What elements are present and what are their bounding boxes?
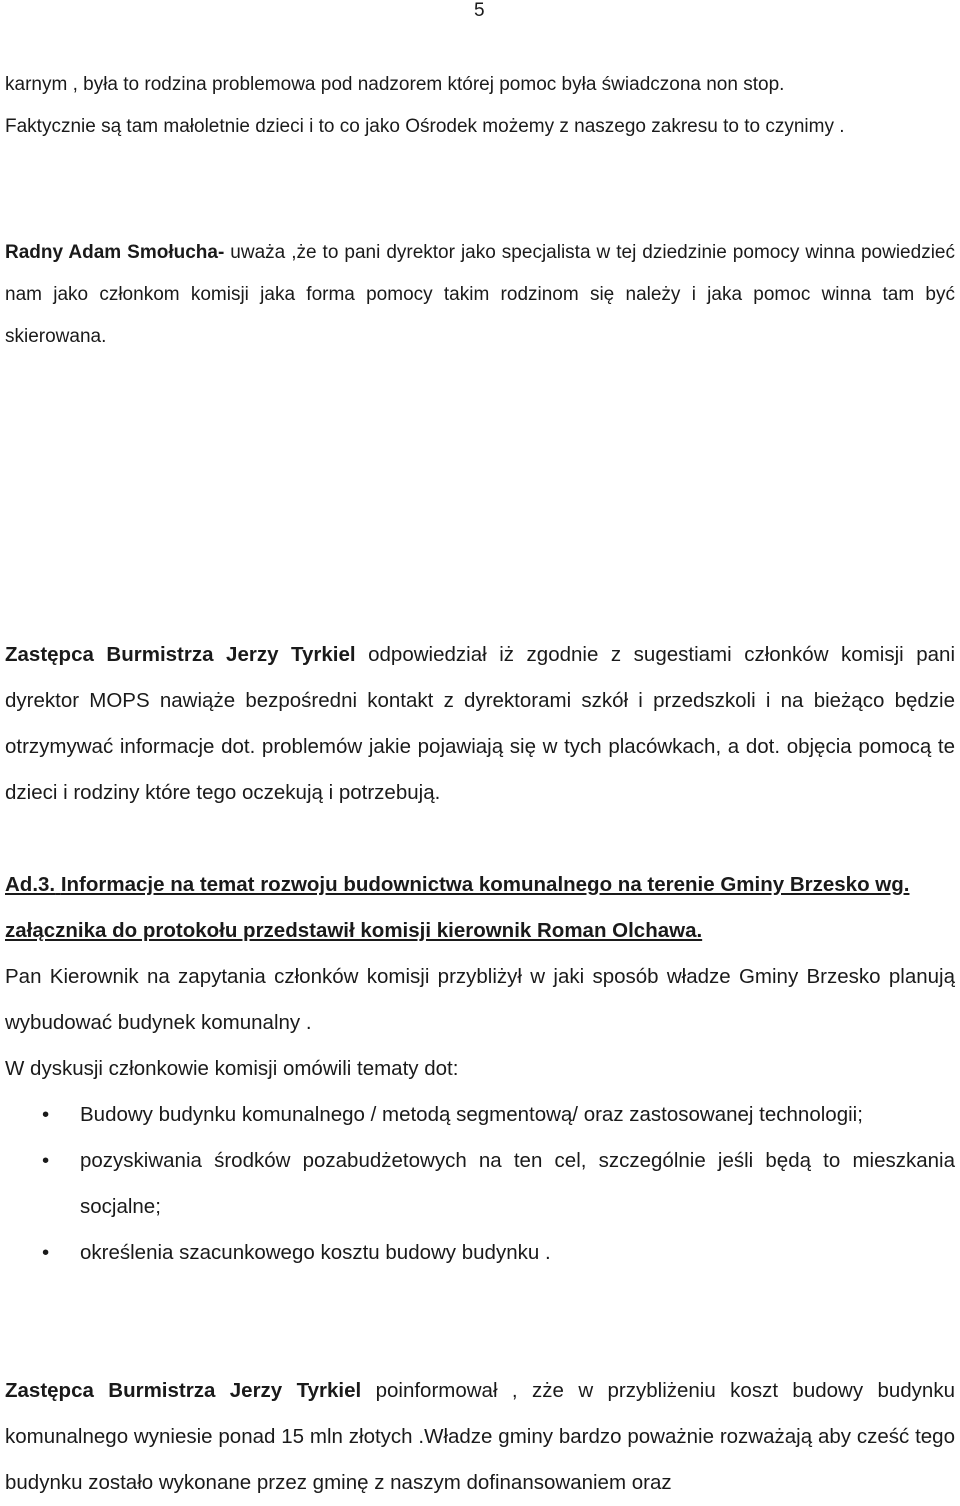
paragraph-text: W dyskusji członkowie komisji omówili tematy dot: <box>5 1057 459 1080</box>
list-item <box>5 1092 955 1138</box>
paragraph-discussion-intro <box>5 1046 955 1092</box>
paragraph-councillor-smolucha <box>5 232 955 358</box>
paragraph-deputy-mayor-cost <box>5 1368 955 1506</box>
paragraph-line: Faktycznie są tam małoletnie dzieci i to co jako Ośrodek możemy z naszego zakresu to to czynimy . <box>5 116 845 137</box>
paragraph-text: uważa ,że to pani dyrektor jako specjalista w tej dziedzinie pomocy winna powiedzieć nam jako członkom komisji jaka forma pomocy takim rodzinom się należy i jaka pomoc winna tam być skierowana. <box>5 242 955 347</box>
paragraph-line: karnym , była to rodzina problemowa pod nadzorem której pomoc była świadczona non stop. <box>5 74 785 95</box>
speaker-name: Zastępca Burmistrza Jerzy Tyrkiel <box>5 1379 362 1402</box>
speaker-name: Zastępca Burmistrza Jerzy Tyrkiel <box>5 643 356 666</box>
agenda-item-number: Ad.3. <box>5 873 56 896</box>
agenda-item-title: Informacje na temat rozwoju budownictwa komunalnego na terenie Gminy Brzesko wg. załącznika do protokołu przedstawił komisji kierownik Roman Olchawa. <box>5 873 910 942</box>
list-item-text: Budowy budynku komunalnego / metodą segmentową/ oraz zastosowanej technologii; <box>80 1103 863 1126</box>
paragraph-family-context <box>5 64 955 148</box>
paragraph-deputy-mayor-response <box>5 632 955 816</box>
paragraph-text: poinformował , zże w przybliżeniu koszt budowy budynku komunalnego wyniesie ponad 15 mln złotych .Władze gminy bardzo poważnie rozważają aby cześć tego budynku zostało wykonane przez gminę z naszym dofinansowaniem oraz <box>5 1379 955 1494</box>
bullet-icon: • <box>42 1103 50 1126</box>
bullet-icon: • <box>42 1149 50 1172</box>
paragraph-text: odpowiedział iż zgodnie z sugestiami członków komisji pani dyrektor MOPS nawiąże bezpośredni kontakt z dyrektorami szkół i przedszkoli i na bieżąco będzie otrzymywać informacje dot. problemów jakie pojawiają się w tych placówkach, a dot. objęcia pomocą te dzieci i rodziny które tego oczekują i potrzebują. <box>5 643 955 804</box>
discussion-topics-list <box>5 1092 955 1276</box>
list-item <box>5 1138 955 1230</box>
paragraph-manager-explanation <box>5 954 955 1046</box>
list-item-text: określenia szacunkowego kosztu budowy budynku . <box>80 1241 551 1264</box>
list-item-text: pozyskiwania środków pozabudżetowych na ten cel, szczególnie jeśli będą to mieszkania socjalne; <box>80 1149 955 1218</box>
bullet-icon: • <box>42 1241 50 1264</box>
page-number: 5 <box>474 0 485 21</box>
speaker-name: Radny Adam Smołucha- <box>5 242 225 263</box>
list-item <box>5 1230 955 1276</box>
paragraph-text: Pan Kierownik na zapytania członków komisji przybliżył w jaki sposób władze Gminy Brzesko planują wybudować budynek komunalny . <box>5 965 955 1034</box>
agenda-item-heading <box>5 862 955 954</box>
